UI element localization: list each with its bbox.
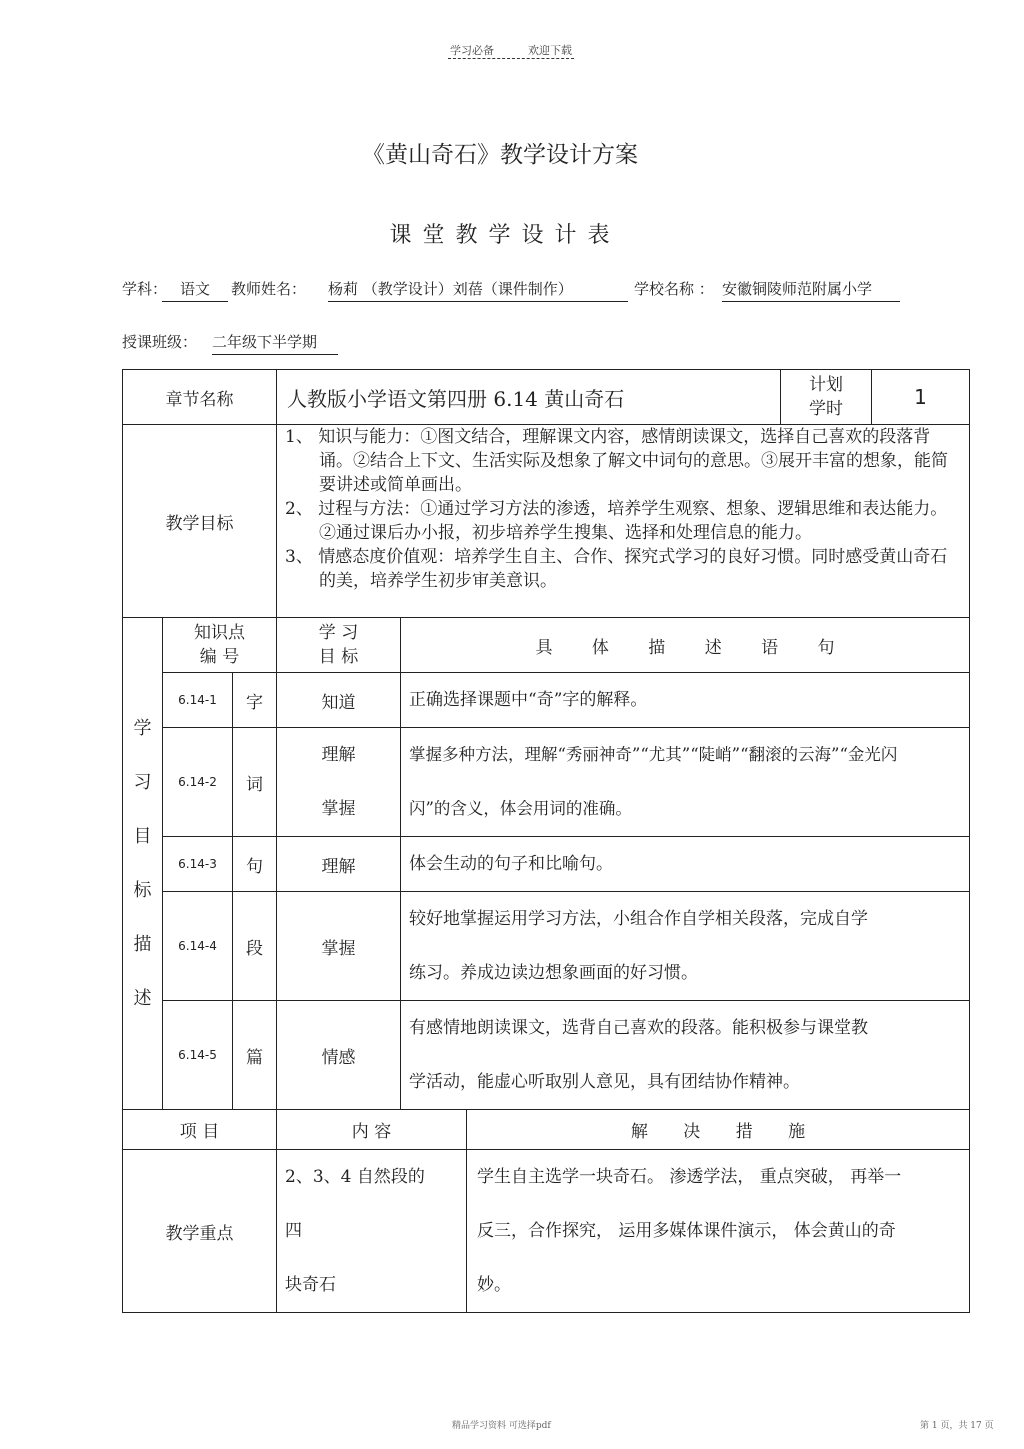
design-table: [122, 369, 970, 1313]
row-type: 字: [233, 673, 277, 728]
school-value: 安徽铜陵师范附属小学: [722, 278, 900, 302]
row-goal: 情感: [277, 1001, 401, 1110]
objective-row: [123, 892, 970, 1001]
footer-left: 精品学习资料 可选择pdf: [452, 1421, 551, 1431]
row-type: 句: [233, 837, 277, 892]
header-left: 学习必备: [450, 44, 494, 57]
key-point-row: [123, 1150, 970, 1313]
learning-goal-header: 学 习 目 标: [277, 618, 401, 673]
document-title: 《黄山奇石》教学设计方案: [362, 142, 638, 168]
key-point-measure: 学生自主选学一块奇石。 渗透学法， 重点突破， 再举一 反三，合作探究， 运用多媒体课件演示， 体会黄山的奇 妙。: [467, 1150, 970, 1313]
row-description: 正确选择课题中“奇”字的解释。: [401, 673, 970, 728]
row-goal: 知道: [277, 673, 401, 728]
row-code: 6.14-1: [163, 673, 233, 728]
measures-header-row: [123, 1110, 970, 1150]
row-code: 6.14-2: [163, 728, 233, 837]
class-value: 二年级下半学期: [212, 331, 338, 355]
goal-item: 1、 知识与能力：①图文结合，理解课文内容，感情朗读课文，选择自己喜欢的段落背诵。②结合上下文、生活实际及想象了解文中词句的意思。③展开丰富的想象，能简要讲述或简单画出。: [285, 427, 948, 495]
row-description: 有感情地朗读课文，选背自己喜欢的段落。能积极参与课堂教 学活动，能虚心听取别人意见，具有团结协作精神。: [401, 1001, 970, 1110]
row-code: 6.14-4: [163, 892, 233, 1001]
teacher-label: 教师姓名：: [231, 280, 307, 298]
school-label: 学校名称 ：: [634, 280, 714, 298]
objective-row: [123, 1001, 970, 1110]
row-description: 体会生动的句子和比喻句。: [401, 837, 970, 892]
goal-item: 3、 情感态度价值观：培养学生自主、合作、探究式学习的良好习惯。同时感受黄山奇石的美，培养学生初步审美意识。: [285, 547, 948, 591]
teacher-value: 杨莉 （教学设计）刘蓓（课件制作）: [328, 278, 628, 302]
key-point-content: 2、3、4 自然段的 四 块奇石: [277, 1150, 467, 1313]
row-description: 较好地掌握运用学习方法，小组合作自学相关段落，完成自学 练习。养成边读边想象画面的好习惯。: [401, 892, 970, 1001]
chapter-row: [123, 370, 970, 425]
row-goal: 掌握: [277, 892, 401, 1001]
subject-value: 语文: [162, 278, 228, 302]
key-point-label: 教学重点: [123, 1150, 277, 1313]
knowledge-point-header: 知识点 编 号: [163, 618, 277, 673]
row-description: 掌握多种方法，理解“秀丽神奇”“尤其”“陡峭”“翻滚的云海”“金光闪 闪”的含义，体会用词的准确。: [401, 728, 970, 837]
document-subtitle: 课堂教学设计表: [389, 223, 621, 248]
row-type: 词: [233, 728, 277, 837]
objectives-side-label: 学 习 目 标 描 述: [123, 618, 163, 1110]
row-goal: 理解 掌握: [277, 728, 401, 837]
description-header: 具 体 描 述 语 句: [401, 618, 970, 673]
content-header: 内 容: [277, 1110, 467, 1150]
subject-label: 学科：: [122, 280, 168, 298]
class-label: 授课班级：: [122, 333, 198, 351]
hours-value: 1: [872, 370, 970, 425]
objectives-header-row: [123, 618, 970, 673]
row-type: 篇: [233, 1001, 277, 1110]
row-code: 6.14-5: [163, 1001, 233, 1110]
header-right: 欢迎下载: [528, 44, 572, 57]
chapter-label: 章节名称: [123, 370, 277, 425]
measure-header: 解 决 措 施: [467, 1110, 970, 1150]
hours-label: 计划 学时: [781, 370, 872, 425]
objective-row: [123, 673, 970, 728]
goals-label: 教学目标: [123, 425, 277, 618]
row-type: 段: [233, 892, 277, 1001]
row-code: 6.14-3: [163, 837, 233, 892]
goal-item: 2、 过程与方法：①通过学习方法的渗透，培养学生观察、想象、逻辑思维和表达能力。②通过课后办小报，初步培养学生搜集、选择和处理信息的能力。: [285, 499, 948, 543]
header-divider: [448, 58, 574, 59]
goals-row: [123, 425, 970, 618]
chapter-value: 人教版小学语文第四册 6.14 黄山奇石: [277, 370, 781, 425]
item-header: 项 目: [123, 1110, 277, 1150]
objective-row: [123, 728, 970, 837]
objective-row: [123, 837, 970, 892]
footer-page: 第 1 页，共 17 页: [920, 1421, 994, 1431]
goals-content: [277, 425, 970, 618]
row-goal: 理解: [277, 837, 401, 892]
